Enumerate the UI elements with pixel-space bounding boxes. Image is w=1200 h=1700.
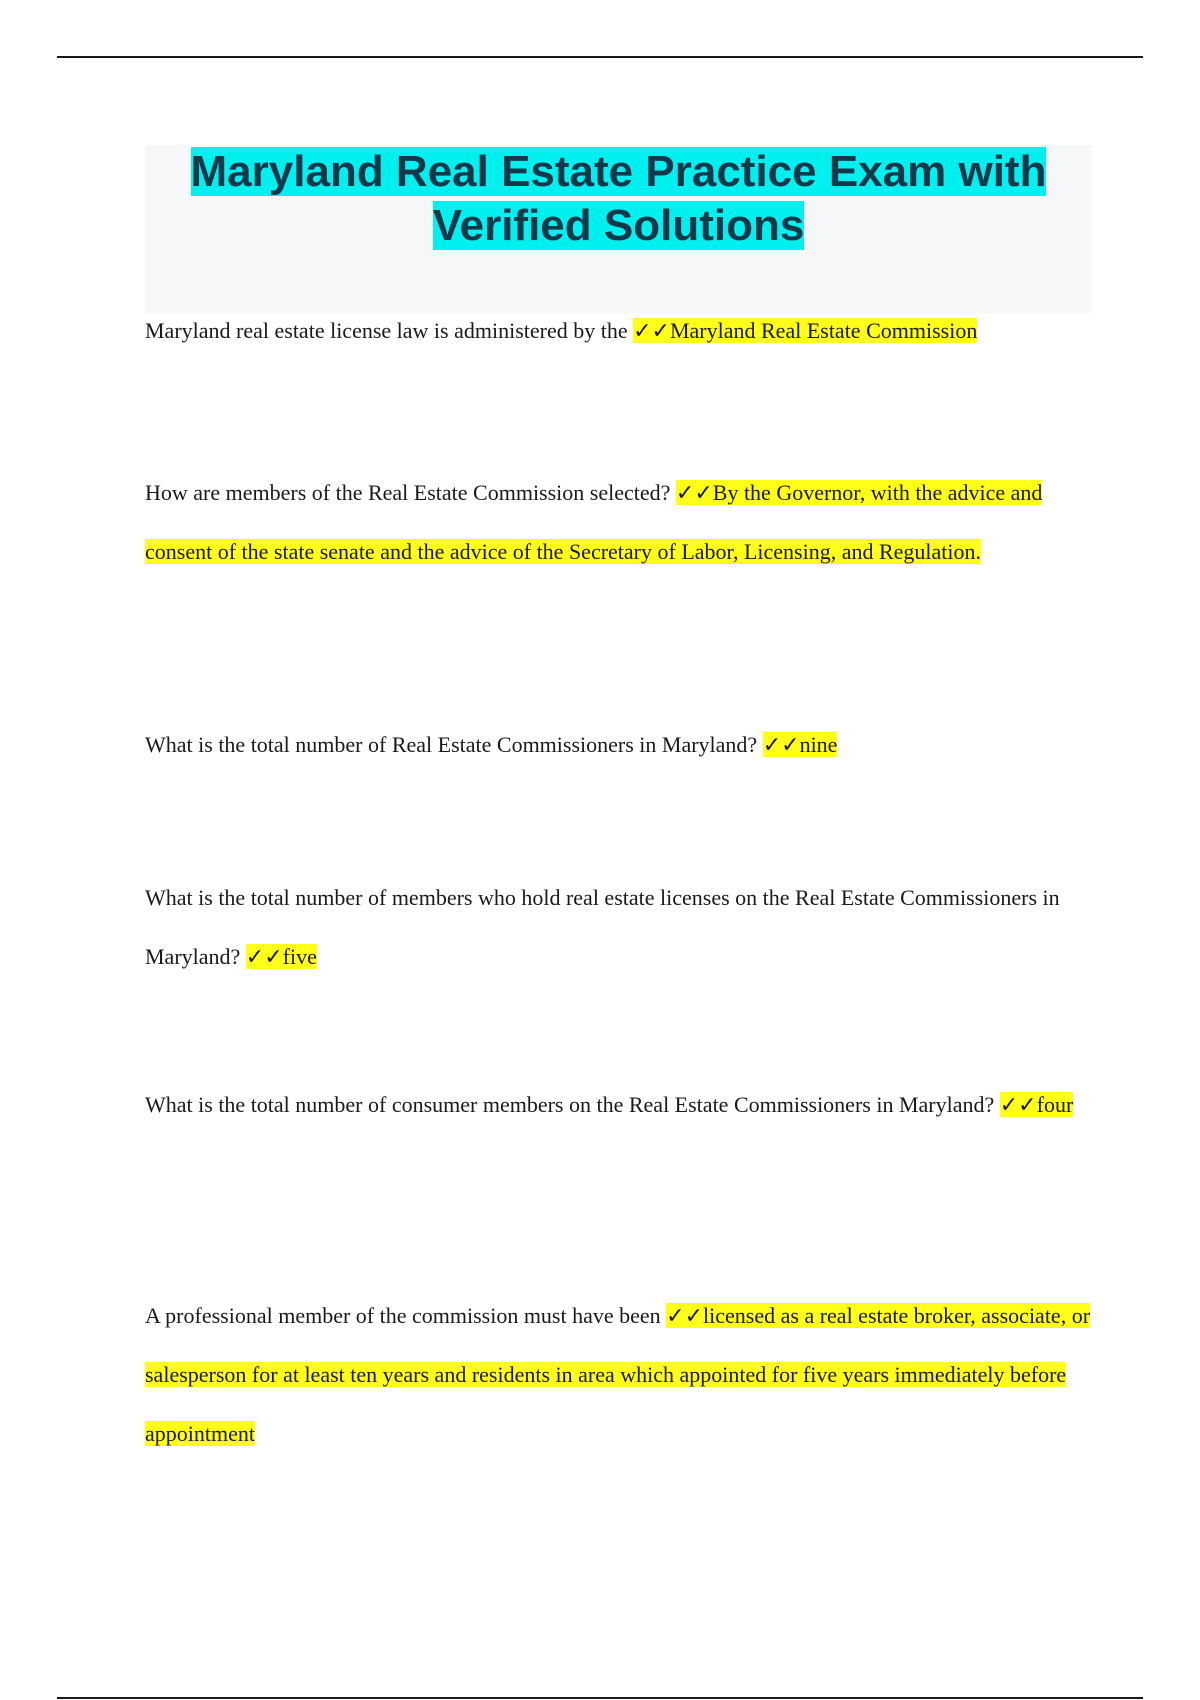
title-block bbox=[145, 145, 1092, 313]
question-text: A professional member of the commission must have been bbox=[145, 1303, 667, 1328]
qa-item-5 bbox=[145, 1075, 1100, 1134]
question-text: How are members of the Real Estate Commission selected? bbox=[145, 480, 676, 505]
top-rule bbox=[57, 56, 1143, 58]
answer-text: ✓✓four bbox=[999, 1092, 1074, 1117]
answer-text: ✓✓nine bbox=[762, 732, 838, 757]
question-text: What is the total number of consumer members on the Real Estate Commissioners in Maryland? bbox=[145, 1092, 1000, 1117]
title-line-2: Verified Solutions bbox=[432, 201, 805, 250]
question-text: What is the total number of members who hold real estate licenses on the Real Estate Commissioners in Maryland? bbox=[145, 885, 1060, 969]
qa-item-1 bbox=[145, 314, 1100, 348]
document-title bbox=[145, 145, 1092, 253]
answer-text: ✓✓Maryland Real Estate Commission bbox=[633, 318, 978, 343]
qa-item-4 bbox=[145, 868, 1100, 986]
title-line-1: Maryland Real Estate Practice Exam with bbox=[190, 147, 1047, 196]
answer-text: ✓✓By the Governor, with the advice and consent of the state senate and the advice of the Secretary of Labor, Licensing, and Regulation. bbox=[145, 480, 1043, 564]
qa-item-2 bbox=[145, 463, 1100, 581]
qa-item-6 bbox=[145, 1286, 1100, 1463]
answer-text: ✓✓five bbox=[245, 944, 317, 969]
question-text: Maryland real estate license law is administered by the bbox=[145, 318, 634, 343]
bottom-rule bbox=[57, 1697, 1143, 1699]
answer-text: ✓✓licensed as a real estate broker, associate, or salesperson for at least ten years and residents in area which appointed for five years immediately before appointment bbox=[145, 1303, 1091, 1446]
question-text: What is the total number of Real Estate Commissioners in Maryland? bbox=[145, 732, 763, 757]
qa-item-3 bbox=[145, 728, 1100, 762]
